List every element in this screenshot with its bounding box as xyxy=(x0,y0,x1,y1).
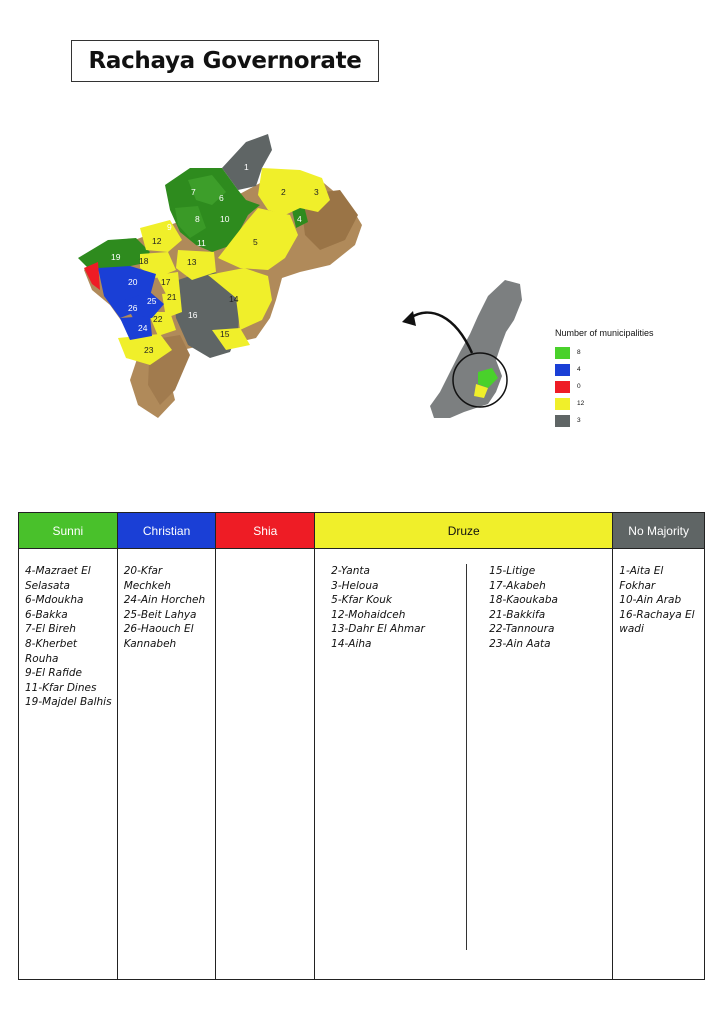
druze-list-right xyxy=(489,564,558,652)
map-label-23: 23 xyxy=(144,345,154,355)
municipality-entry: 12-Mohaidceh xyxy=(331,608,406,621)
column-body-no-majority xyxy=(613,549,704,637)
column-body-sunni xyxy=(19,549,117,710)
map-label-13: 13 xyxy=(187,257,197,267)
legend-swatch xyxy=(555,415,570,427)
municipality-entry: 25-Beit Lahya xyxy=(123,608,197,621)
column-header-druze: Druze xyxy=(315,513,612,549)
legend-item xyxy=(555,344,654,361)
column-body-shia xyxy=(216,549,314,564)
map-label-6: 6 xyxy=(219,193,224,203)
municipality-entry: 2-Yanta xyxy=(331,565,370,577)
legend xyxy=(555,328,654,429)
municipality-entry: 16-Rachaya El wadi xyxy=(619,608,695,636)
map-label-16: 16 xyxy=(188,310,198,320)
legend-value: 3 xyxy=(577,417,581,424)
legend-swatch xyxy=(555,381,570,393)
legend-swatch xyxy=(555,347,570,359)
legend-item xyxy=(555,412,654,429)
lebanon-inset xyxy=(402,280,522,418)
map-label-15: 15 xyxy=(220,329,230,339)
map-label-7: 7 xyxy=(191,187,196,197)
column-sunni xyxy=(19,513,118,979)
map-label-10: 10 xyxy=(220,214,230,224)
municipality-entry: 22-Tannoura xyxy=(489,623,555,636)
column-druze xyxy=(315,513,613,979)
municipality-entry: 15-Litige xyxy=(489,565,536,577)
map-label-2: 2 xyxy=(281,187,286,197)
legend-item xyxy=(555,395,654,412)
map-label-12: 12 xyxy=(152,236,162,246)
column-header-shia: Shia xyxy=(216,513,314,549)
municipality-entry: 20-Kfar Mechkeh xyxy=(123,565,171,592)
municipality-entry: 5-Kfar Kouk xyxy=(331,594,392,607)
map-label-9: 9 xyxy=(167,222,172,232)
map-label-4: 4 xyxy=(297,214,302,224)
column-shia xyxy=(216,513,315,979)
column-header-sunni: Sunni xyxy=(19,513,117,549)
map-label-25: 25 xyxy=(147,296,157,306)
column-body-druze xyxy=(315,549,612,979)
municipality-entry: 9-El Rafide xyxy=(25,667,82,680)
map-label-20: 20 xyxy=(128,277,138,287)
municipality-entry: 11-Kfar Dines xyxy=(25,681,97,694)
map-label-24: 24 xyxy=(138,323,148,333)
legend-swatch xyxy=(555,364,570,376)
municipality-entry: 21-Bakkifa xyxy=(489,608,546,621)
sect-table xyxy=(18,512,705,980)
map-label-14: 14 xyxy=(229,294,239,304)
map-label-11: 11 xyxy=(197,238,206,248)
municipality-entry: 23-Ain Aata xyxy=(489,637,551,650)
map-label-21: 21 xyxy=(167,292,177,302)
map-label-19: 19 xyxy=(111,252,121,262)
municipality-entry: 6-Mdoukha xyxy=(25,594,84,607)
column-christian xyxy=(118,513,217,979)
map-label-5: 5 xyxy=(253,237,258,247)
municipality-entry: 13-Dahr El Ahmar xyxy=(331,623,425,636)
municipality-entry: 3-Heloua xyxy=(331,579,379,592)
municipality-entry: 10-Ain Arab xyxy=(619,594,682,607)
municipality-entry: 26-Haouch El Kannabeh xyxy=(123,623,194,650)
municipality-entry: 24-Ain Horcheh xyxy=(123,594,206,607)
legend-swatch xyxy=(555,398,570,410)
map-label-18: 18 xyxy=(139,256,149,266)
map-label-22: 22 xyxy=(153,314,163,324)
column-no-majority xyxy=(613,513,704,979)
legend-value: 4 xyxy=(577,366,581,373)
municipality-entry: 1-Aita El Fokhar xyxy=(619,565,664,592)
druze-divider xyxy=(466,564,467,950)
legend-item xyxy=(555,378,654,395)
map-label-3: 3 xyxy=(314,187,319,197)
municipality-entry: 7-El Bireh xyxy=(25,623,76,636)
legend-value: 8 xyxy=(577,349,581,356)
municipality-entry: 17-Akabeh xyxy=(489,579,546,592)
map-label-1: 1 xyxy=(244,162,249,172)
legend-value: 12 xyxy=(577,400,585,407)
page-title xyxy=(71,40,379,82)
map-label-26: 26 xyxy=(128,303,138,313)
legend-title: Number of municipalities xyxy=(555,328,654,338)
column-header-christian: Christian xyxy=(118,513,216,549)
page-title-text: Rachaya Governorate xyxy=(88,48,362,74)
municipality-entry: 18-Kaoukaba xyxy=(489,594,558,607)
legend-value: 0 xyxy=(577,383,581,390)
map-label-17: 17 xyxy=(161,277,171,287)
map-label-8: 8 xyxy=(195,214,200,224)
column-header-no-majority: No Majority xyxy=(613,513,704,549)
municipality-entry: 14-Aiha xyxy=(331,637,372,650)
municipality-entry: 4-Mazraet El Selasata xyxy=(25,565,91,592)
municipality-entry: 8-Kherbet Rouha xyxy=(25,637,78,665)
municipality-entry: 19-Majdel Balhis xyxy=(25,696,112,709)
druze-list-left xyxy=(331,564,425,652)
legend-item xyxy=(555,361,654,378)
column-body-christian xyxy=(118,549,216,652)
municipality-entry: 6-Bakka xyxy=(25,608,68,621)
